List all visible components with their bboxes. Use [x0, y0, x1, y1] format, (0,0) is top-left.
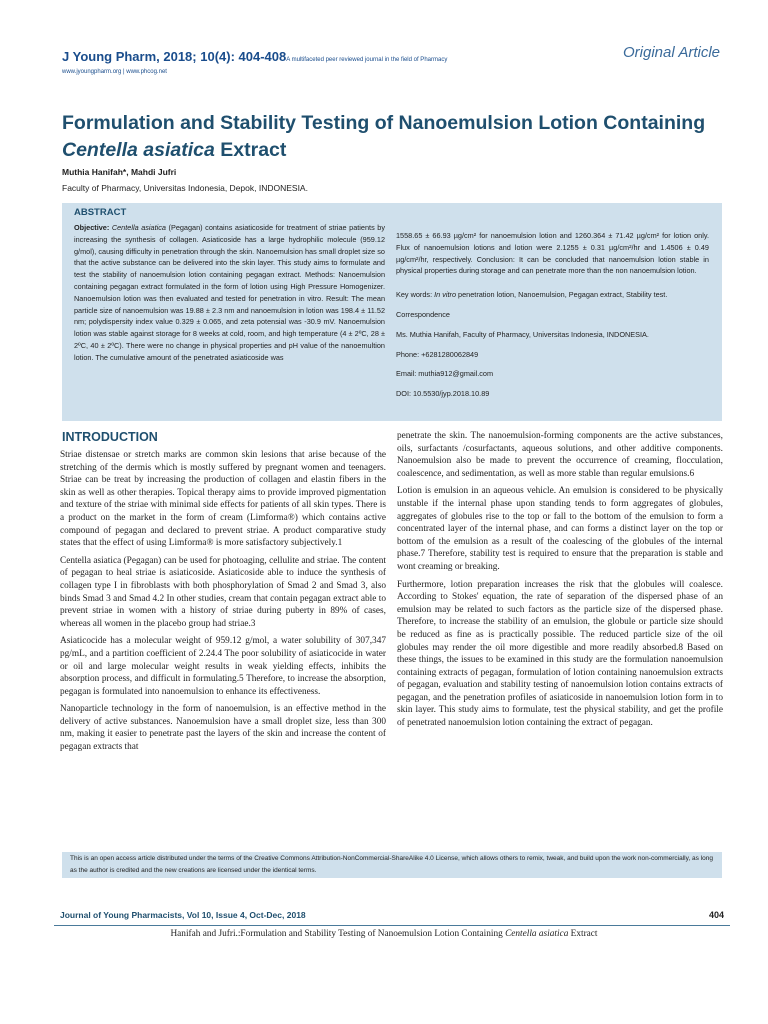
correspondence-phone: Phone: +6281280062849 — [396, 349, 479, 359]
section-heading-introduction: INTRODUCTION — [62, 430, 158, 444]
authors: Muthia Hanifah*, Mahdi Jufri — [62, 167, 177, 177]
keywords-text: penetration lotion, Nanoemulsion, Pegagan extract, Stability test. — [456, 290, 668, 300]
body-left-column — [60, 449, 386, 759]
correspondence-label: Correspondence — [396, 309, 450, 319]
running-title — [0, 929, 768, 939]
paragraph: penetrate the skin. The nanoemulsion-forming components are the active substances, oils, surfactants /cosurfactants, aqueous solutions, and other additive components. Nanoemulsion also be made to prevent the occurrence of creaming, flocculation, coalescence, and sedimentation, as well as more stable than regular emulsions.6 — [397, 431, 723, 479]
title-line1: Formulation and Stability Testing of Nanoemulsion Lotion Containing — [62, 112, 706, 134]
abstract-heading: ABSTRACT — [74, 207, 127, 218]
body-right-column — [397, 430, 723, 735]
title-tail: Extract — [214, 139, 287, 161]
title-italic: Centella asiatica — [62, 139, 215, 161]
paragraph: Furthermore, lotion preparation increases the risk that the globules will coalesce. According to Stokes' equation, the rate of separation of the dispersed phase of an emulsion may be related to such factors as the particle size of the dispersed phase. Therefore, to increase the stability of an emulsion, the globule or particle size should be reduced as fine as is practically possible. The reduced particle size of the oil globules may render the oil more digestible and more readily absorbed.8 Based on these things, the issues to be examined in this study are the formulation nanoemulsion containing extracts of pegagan, formulation of lotion containing nanoemulsion extracts of pegagan, evaluation and stability testing of nanoemulsion lotion contains extracts of pegagan, and the penetration profiles of asiaticoside in nanoemulsion lotion form in to skin layer. This study aims to formulate, test the physical stability, and get the profile of penetrated nanoemulsion lotion containing the extract of pegagan. — [397, 579, 723, 729]
running-title-italic: Centella asiatica — [505, 929, 569, 939]
paragraph: Centella asiatica (Pegagan) can be used for photoaging, cellulite and striae. The content of pegagan to heal striae is asiaticoside. Asiaticoside able to induce the synthesis of collagen type I in fibroblasts with both phosphorylation of Smad 2 and Smad 3, also binds Smad 3 and Smad 4.2 In other studies, cream that contain pegagan extract able to prevent striae in women with a history of striae during puberty in 89% of cases, whereas all women in the placebo group had striae.3 — [60, 555, 386, 629]
running-title-tail: Extract — [568, 929, 598, 939]
license-box — [62, 852, 722, 878]
objective-italic: Centella asiatica — [111, 223, 166, 232]
journal-citation — [62, 49, 447, 64]
abstract-box — [62, 203, 722, 421]
license-text: This is an open access article distributed under the terms of the Creative Commons Attribution-NonCommercial-ShareAlike 4.0 License, which allows others to remix, tweak, and build upon the work non-commercially, as long as the author is credited and the new creations are licensed under the identical terms. — [70, 855, 713, 874]
keywords-label: Key words: — [396, 290, 435, 300]
keywords-italic: In vitro — [434, 290, 457, 300]
footer-journal-info: Journal of Young Pharmacists, Vol 10, Issue 4, Oct-Dec, 2018 — [60, 910, 306, 920]
correspondence-doi[interactable]: DOI: 10.5530/jyp.2018.10.89 — [396, 389, 490, 399]
correspondence-name: Ms. Muthia Hanifah, Faculty of Pharmacy, Universitas Indonesia, INDONESIA. — [396, 329, 649, 339]
keywords — [396, 289, 709, 301]
objective-label: Objective: — [74, 223, 112, 232]
journal-tagline: A multifaceted peer reviewed journal in the field of Pharmacy — [286, 57, 448, 63]
abstract-left-column — [74, 222, 385, 364]
abstract-right-text: 1558.65 ± 66.93 µg/cm² for nanoemulsion lotion and 1260.364 ± 71.42 µg/cm² for lotion only. Flux of nanoemulsion lotions and lotion were 2.1255 ± 0.31 µg/cm²/hr and 1.4506 ± 0.49 µg/cm²/hr, respectively. Conclusion: It can be concluded that nanoemulsion lotion stable in physical properties during storage and can penetrate more than the non nanoemulsion lotion. — [396, 231, 709, 276]
abstract-right-column — [396, 230, 709, 400]
article-title — [62, 110, 742, 164]
footer-divider — [54, 925, 730, 926]
abstract-left-text: (Pegagan) contains asiaticoside for treatment of striae patients by increasing the synthesis of collagen. Asiaticoside has a large hydrophilic molecule (959.12 g/mol), causing difficulty in penetration through the skin. Nanoemulsion has small droplet size so that the active substance can be delivered into the skin layer. This study aims to formulate and test the stability of nanoemulsion lotion containing pegagan extract. Methods: Nanoemulsion containing pegagan extract formulated in the form of lotion using High Pressure Homogenizer. Nanoemulsion lotion was then evaluated and tested for penetration in vitro. Result: The mean particle size of nanoemulsion was 19.88 ± 2.3 nm and nanoemulsion in lotion was 198.4 ± 11.52 nm; polydispersity index value 0.329 ± 0.065, and zeta potensial was -30.9 mV. Nanoemulsion lotion was stable against storage for 8 weeks at cold, room, and high temperature (4 ± 2ºC, 28 ± 2ºC, 40 ± 2ºC). There were no change in physical properties and pH value of the nanoemultion lotion. The cumulative amount of the penetrated asiaticoside was — [74, 223, 385, 362]
paragraph: Lotion is emulsion in an aqueous vehicle. An emulsion is considered to be physically unstable if the internal phase upon standing tends to form aggregates of globules, aggregates of globules rise to the top or fall to the bottom of the emulsion to form a concentrated layer of the internal phase, and can forms a distinct layer on the top or bottom of the emulsion as a result of the coalescing of the globules of the internal phase.7 Therefore, stability test is required to ensure that the preparation is stable and wont creaming or breaking. — [397, 486, 723, 572]
paragraph: Nanoparticle technology in the form of nanoemulsion, is an effective method in the delivery of active substances. Nanoemulsion have a small droplet size, less than 300 nm, making it easier to penetrate past the layers of the skin and increase the content of pegagan extracts that — [60, 704, 386, 753]
correspondence-email[interactable]: Email: muthia912@gmail.com — [396, 369, 494, 379]
journal-links[interactable]: www.jyoungpharm.org | www.phcog.net — [62, 69, 167, 75]
affiliation: Faculty of Pharmacy, Universitas Indonesia, Depok, INDONESIA. — [62, 183, 308, 193]
paragraph: Striae distensae or stretch marks are common skin lesions that arise because of the stretching of the dermis which is mostly suffered by pregnant women and teenagers. Striae can be treat by increasing the production of collagen and elastin fibers in the skin as well as other therapies. Topical therapy aims to provide improved pigmentation and texture of the striae with minimal side effects for patients of all skin types. There is a product on the market in the form of cream (Limforma®) which contains active compound of pegagan and declared to prevent striae. A product comparative study states that the effect of using Limforma® is more satisfactory subjectively.1 — [60, 450, 386, 549]
citation-text: J Young Pharm, 2018; 10(4): 404-408 — [62, 49, 287, 64]
article-type: Original Article — [623, 44, 720, 61]
running-title-text: Hanifah and Jufri.:Formulation and Stability Testing of Nanoemulsion Lotion Containing — [170, 929, 506, 939]
paragraph: Asiaticocide has a molecular weight of 959.12 g/mol, a water solubility of 307,347 pg/mL, and a partition coefficient of 2.24.4 The poor solubility of asiaticocide in water or oil and large molecular weight results in weak yielding effects, inhibits the absorption process, and difficult in formulating.5 Therefore, to increase the absorption, pegagan is formulated into nanoemulsion to enhance its effectiveness. — [60, 636, 386, 697]
page-number: 404 — [708, 910, 724, 920]
